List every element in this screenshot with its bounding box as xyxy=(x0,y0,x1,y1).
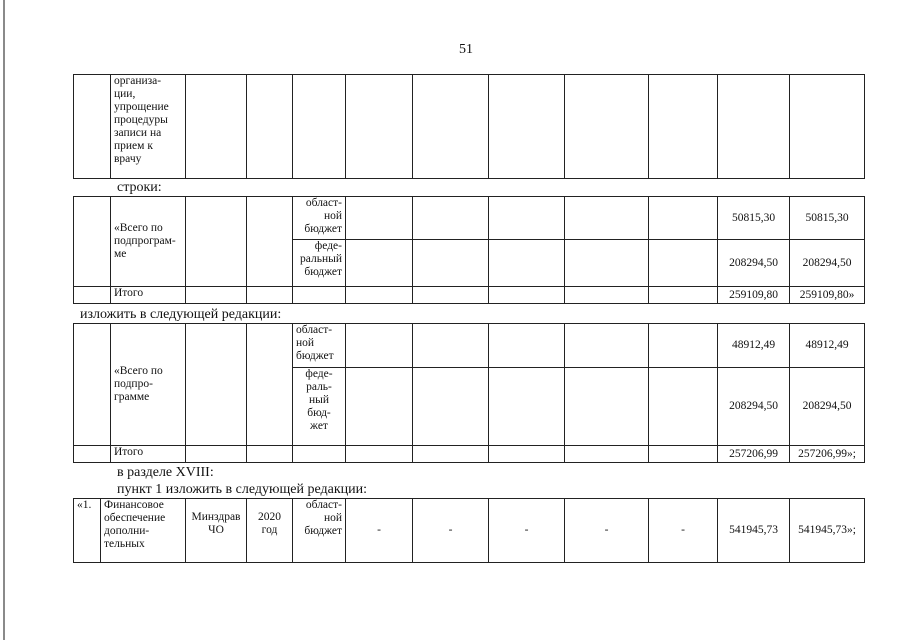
cell xyxy=(186,287,247,304)
cell xyxy=(649,446,718,463)
table-fragment-top xyxy=(73,74,865,179)
cell xyxy=(649,197,718,240)
cell xyxy=(790,75,865,179)
cell-total-value: 257206,99»; xyxy=(790,446,865,463)
cell xyxy=(74,75,111,179)
cell xyxy=(489,324,565,368)
table-item-1 xyxy=(73,498,865,563)
cell-value: 50815,30 xyxy=(790,197,865,240)
cell-dash: - xyxy=(649,499,718,563)
cell-value: 50815,30 xyxy=(718,197,790,240)
caption-rows: строки: xyxy=(117,180,162,195)
cell xyxy=(293,287,346,304)
cell-source-federal: феде- раль- ный бюд- жет xyxy=(293,368,346,446)
cell xyxy=(186,197,247,287)
cell xyxy=(74,446,111,463)
table-old-totals xyxy=(73,196,865,304)
cell xyxy=(247,324,293,446)
cell xyxy=(413,240,489,287)
cell-value: 208294,50 xyxy=(790,368,865,446)
cell xyxy=(649,287,718,304)
cell-value: 541945,73»; xyxy=(790,499,865,563)
cell xyxy=(413,75,489,179)
cell xyxy=(565,324,649,368)
cell xyxy=(346,240,413,287)
cell xyxy=(247,446,293,463)
cell xyxy=(565,287,649,304)
cell-dash: - xyxy=(346,499,413,563)
cell-dash: - xyxy=(489,499,565,563)
cell-value: 48912,49 xyxy=(718,324,790,368)
cell-executor: Минздрав ЧО xyxy=(186,499,247,563)
cell xyxy=(565,197,649,240)
cell xyxy=(186,75,247,179)
cell-source-regional: област- ной бюджет xyxy=(293,499,346,563)
cell-itogo: Итого xyxy=(111,287,186,304)
cell xyxy=(74,324,111,446)
cell xyxy=(346,197,413,240)
cell xyxy=(346,75,413,179)
cell xyxy=(489,75,565,179)
cell xyxy=(565,75,649,179)
cell-source-regional: област- ной бюджет xyxy=(293,197,346,240)
cell xyxy=(489,287,565,304)
cell-source-regional: област- ной бюджет xyxy=(293,324,346,368)
cell xyxy=(74,197,111,287)
cell-value: 48912,49 xyxy=(790,324,865,368)
cell xyxy=(489,197,565,240)
caption-new-edition: изложить в следующей редакции: xyxy=(80,307,282,322)
cell xyxy=(247,287,293,304)
cell xyxy=(565,240,649,287)
cell-itogo: Итого xyxy=(111,446,186,463)
cell-year: 2020 год xyxy=(247,499,293,563)
cell-total-value: 259109,80 xyxy=(718,287,790,304)
cell-item-number: «1. xyxy=(74,499,101,563)
cell-item-name: Финансовое обеспечение дополни- тельных xyxy=(101,499,186,563)
cell-total-label: «Всего по подпро- грамме xyxy=(111,324,186,446)
page-number: 51 xyxy=(459,42,473,57)
cell xyxy=(565,446,649,463)
cell-source-federal: феде- ральный бюджет xyxy=(293,240,346,287)
cell xyxy=(293,446,346,463)
cell xyxy=(649,324,718,368)
cell-value: 541945,73 xyxy=(718,499,790,563)
caption-section: в разделе XVIII: xyxy=(117,465,214,480)
cell xyxy=(346,368,413,446)
cell-description-continued: организа- ции, упрощение процедуры записи на прием к врачу xyxy=(111,75,186,179)
cell xyxy=(489,446,565,463)
cell xyxy=(346,287,413,304)
cell xyxy=(247,75,293,179)
cell-value: 208294,50 xyxy=(790,240,865,287)
cell xyxy=(74,287,111,304)
cell-value: 208294,50 xyxy=(718,368,790,446)
cell xyxy=(346,324,413,368)
cell xyxy=(413,287,489,304)
cell xyxy=(649,240,718,287)
cell xyxy=(649,368,718,446)
cell-value: 208294,50 xyxy=(718,240,790,287)
cell xyxy=(413,324,489,368)
cell xyxy=(413,197,489,240)
cell xyxy=(489,240,565,287)
cell xyxy=(346,446,413,463)
cell-total-label: «Всего по подпрограм- ме xyxy=(111,197,186,287)
cell-dash: - xyxy=(565,499,649,563)
cell xyxy=(413,368,489,446)
cell-dash: - xyxy=(413,499,489,563)
cell xyxy=(565,368,649,446)
cell xyxy=(186,446,247,463)
scan-left-edge xyxy=(3,0,5,640)
cell xyxy=(293,75,346,179)
cell xyxy=(718,75,790,179)
caption-item: пункт 1 изложить в следующей редакции: xyxy=(117,482,367,497)
cell xyxy=(247,197,293,287)
cell xyxy=(649,75,718,179)
cell-total-value: 257206,99 xyxy=(718,446,790,463)
cell xyxy=(413,446,489,463)
cell xyxy=(186,324,247,446)
cell xyxy=(489,368,565,446)
table-new-totals xyxy=(73,323,865,463)
cell-total-value: 259109,80» xyxy=(790,287,865,304)
